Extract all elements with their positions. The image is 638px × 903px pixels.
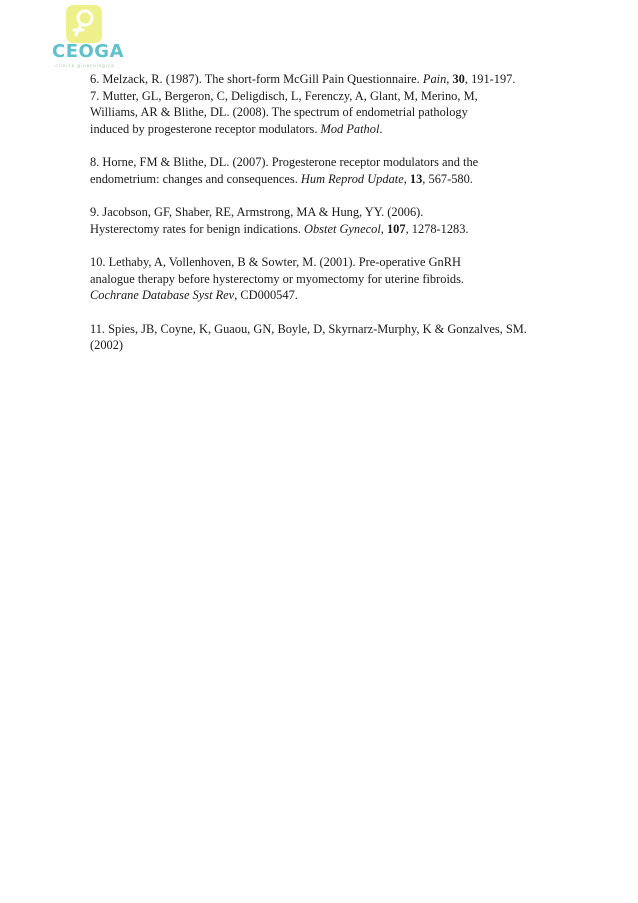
reference-line <box>90 204 570 221</box>
reference-text: . <box>379 121 383 136</box>
reference-text: 11. Spies, JB, Coyne, K, Guaou, GN, Boyle, D, Skyrnarz-Murphy, K & Gonzalves, SM. <box>90 321 527 336</box>
reference-item <box>90 204 570 237</box>
reference-line <box>90 271 570 288</box>
logo-tagline: clinica ginecologica <box>55 63 115 68</box>
journal-title: Hum Reprod Update <box>300 171 404 186</box>
reference-line <box>90 88 570 105</box>
journal-title: Obstet Gynecol <box>304 221 381 236</box>
reference-text: , <box>446 72 453 86</box>
female-symbol-icon <box>66 5 102 43</box>
reference-text: Williams, AR & Blithe, DL. (2008). The spectrum of endometrial pathology <box>90 105 468 119</box>
reference-item <box>90 71 570 88</box>
reference-text: 9. Jacobson, GF, Shaber, RE, Armstrong, MA & Hung, YY. (2006). <box>90 205 424 219</box>
reference-line <box>90 104 570 121</box>
volume-number: 13 <box>409 171 423 186</box>
reference-list <box>90 71 570 371</box>
journal-title: Cochrane Database Syst Rev <box>90 288 235 302</box>
reference-item <box>90 321 570 354</box>
reference-text: , <box>403 171 410 186</box>
reference-text: Hysterectomy rates for benign indications. <box>90 221 305 236</box>
reference-text: 10. Lethaby, A, Vollenhoven, B & Sowter, M. (2001). Pre-operative GnRH <box>90 255 461 269</box>
volume-number: 107 <box>386 221 406 236</box>
reference-line <box>90 337 570 354</box>
reference-item <box>90 254 570 304</box>
reference-text: 6. Melzack, R. (1987). The short-form McGill Pain Questionnaire. <box>90 72 423 86</box>
reference-text: endometrium: changes and consequences. <box>90 171 301 186</box>
reference-text: , 1278-1283. <box>405 221 469 236</box>
reference-text: , <box>380 221 387 236</box>
reference-text: , 567-580. <box>422 171 473 186</box>
reference-line <box>90 71 570 88</box>
reference-text: induced by progesterone receptor modulators. <box>90 121 321 136</box>
reference-line <box>90 321 570 338</box>
reference-line <box>90 121 570 138</box>
journal-title: Pain <box>422 72 447 86</box>
logo-wordmark: CEOGA <box>52 41 125 62</box>
reference-line <box>90 254 570 271</box>
journal-title: Mod Pathol <box>320 121 380 136</box>
reference-text: , CD000547. <box>234 288 298 302</box>
reference-text: (2002) <box>90 338 124 352</box>
reference-line <box>90 171 570 188</box>
reference-text: , 191-197. <box>464 72 516 86</box>
reference-text: analogue therapy before hysterectomy or myomectomy for uterine fibroids. <box>90 271 464 286</box>
volume-number: 30 <box>452 72 465 86</box>
reference-text: 7. Mutter, GL, Bergeron, C, Deligdisch, L, Ferenczy, A, Glant, M, Merino, M, <box>90 88 478 103</box>
reference-item <box>90 154 570 187</box>
reference-line <box>90 287 570 304</box>
reference-line <box>90 154 570 171</box>
reference-line <box>90 221 570 238</box>
reference-text: 8. Horne, FM & Blithe, DL. (2007). Progesterone receptor modulators and the <box>90 155 479 169</box>
ceoga-logo <box>52 5 125 69</box>
reference-item <box>90 88 570 138</box>
